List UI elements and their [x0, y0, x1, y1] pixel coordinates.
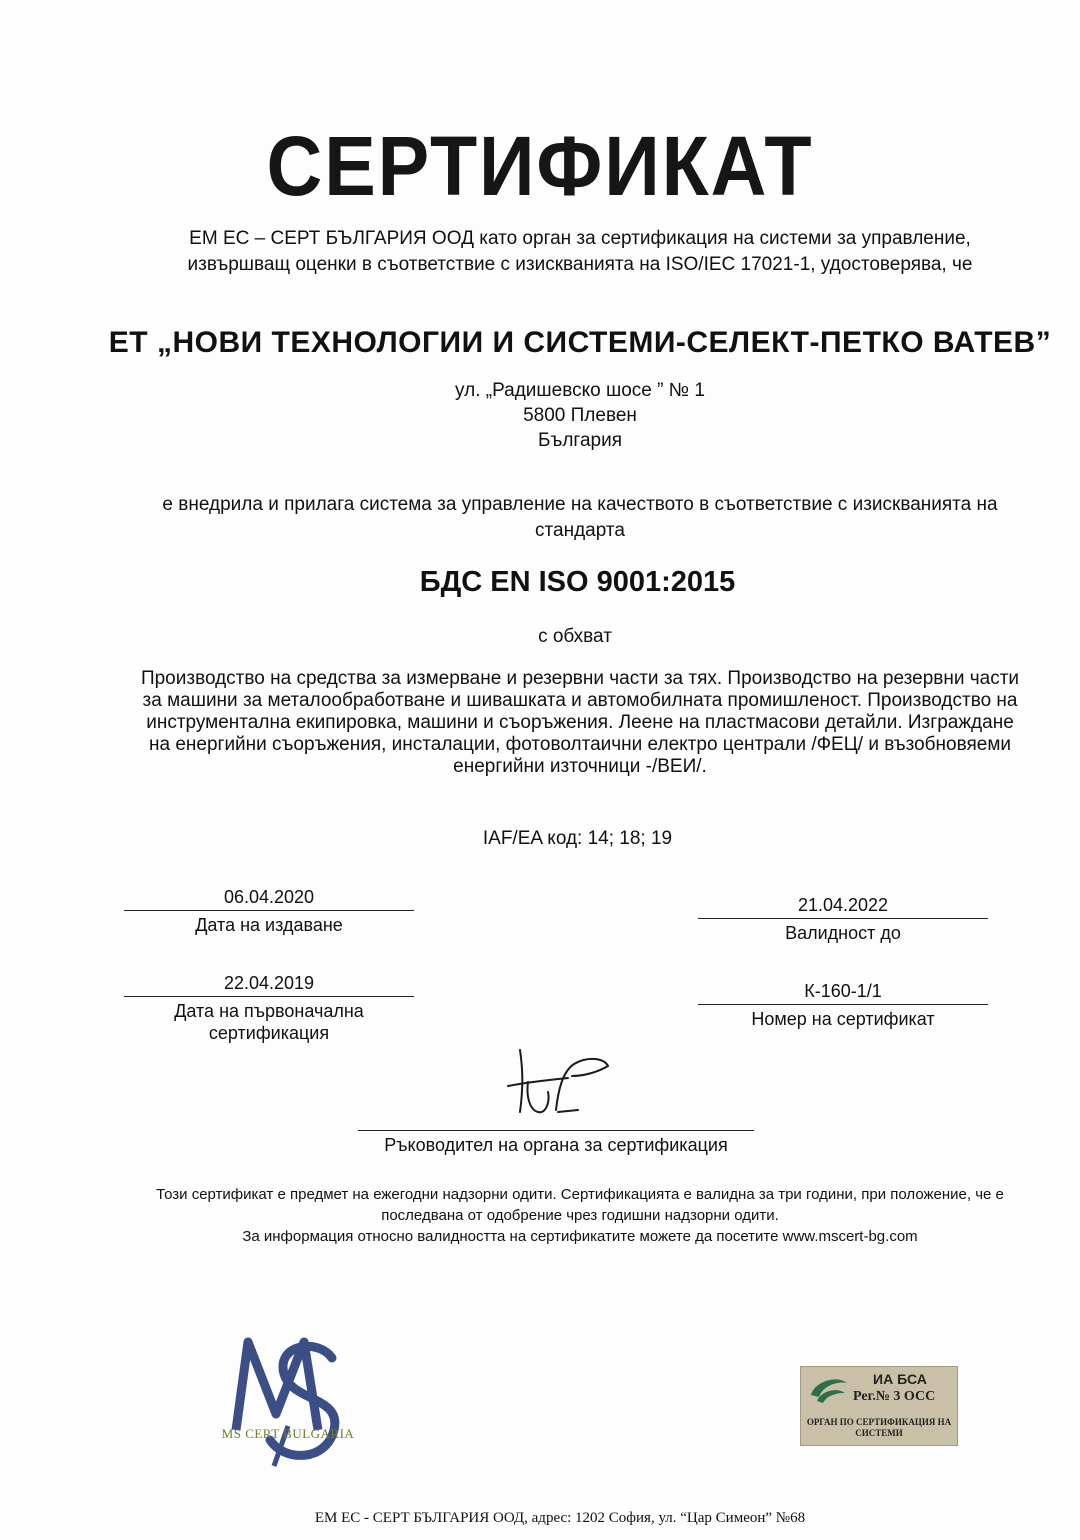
divider: [124, 910, 414, 911]
address-country: България: [538, 430, 622, 451]
accreditation-stamp: [800, 1366, 958, 1446]
cert-number-label: Номер на сертификат: [751, 1009, 935, 1029]
company-address: [0, 378, 1080, 453]
iaf-code: IAF/EA код: 14; 18; 19: [482, 828, 673, 849]
divider: [698, 1004, 988, 1005]
signatory-block: [358, 1130, 754, 1156]
issue-date-field: [124, 886, 414, 936]
company-name: ЕТ „НОВИ ТЕХНОЛОГИИ И СИСТЕМИ-СЕЛЕКТ-ПЕТКО ВАТЕВ”: [108, 326, 1052, 359]
footnote-line-2: За информация относно валидността на сертификатите можете да посетите www.mscert-bg.com: [242, 1228, 918, 1245]
scope-text: Производство на средства за измерване и резервни части за тях. Производство на резервни части за машини за металообработване и шивашката и автомобилната промишленост. Производство на инструментална екипировка, машини и съоръжения. Леене на пластмасови детайли. Изграждане на енергийни съоръжения, инсталации, фотоволтаични електро централи /ФЕЦ/ и възобновяеми енергийни източници -/ВЕИ/.: [140, 668, 1020, 777]
validity-field: [698, 894, 988, 944]
signature-image: [498, 1042, 618, 1122]
standard-name: БДС EN ISO 9001:2015: [419, 566, 736, 598]
intro-text: ЕМ ЕС – СЕРТ БЪЛГАРИЯ ООД като орган за сертификация на системи за управление, извършващ оценки в съответствие с изискванията на ISO/IEC 17021-1, удостоверява, че: [187, 228, 973, 275]
footnote: [120, 1184, 1040, 1247]
footnote-line-1: Този сертификат е предмет на ежегодни надзорни одити. Сертификацията е валидна за три години, при положение, че е последвана от одобрение чрез годишни надзорни одити.: [156, 1186, 1004, 1224]
certificate-title: СЕРТИФИКАТ: [266, 119, 814, 213]
address-street: ул. „Радишевско шосе ” № 1: [455, 380, 705, 401]
bottom-address: ЕМ ЕС - СЕРТ БЪЛГАРИЯ ООД, адрес: 1202 София, ул. “Цар Симеон” №68: [314, 1510, 806, 1526]
validity-value: 21.04.2022: [797, 895, 889, 915]
cert-number-field: [698, 980, 988, 1030]
divider: [358, 1130, 754, 1131]
divider: [124, 996, 414, 997]
ms-cert-logo: [214, 1330, 364, 1470]
validity-label: Валидност до: [785, 923, 901, 943]
signatory-label: Ръководител на органа за сертификация: [384, 1135, 728, 1155]
divider: [698, 918, 988, 919]
first-cert-value: 22.04.2019: [223, 973, 315, 993]
cert-number-value: К-160-1/1: [804, 981, 882, 1001]
accreditation-line-3: ОРГАН ПО СЕРТИФИКАЦИЯ НА СИСТЕМИ: [806, 1417, 952, 1438]
accreditation-line-2: Рег.№ 3 ОСС: [853, 1389, 936, 1404]
implemented-text: е внедрила и прилага система за управление на качеството в съответствие с изискванията на стандарта: [162, 494, 998, 541]
accreditation-line-1: ИА БСА: [873, 1371, 927, 1387]
bsa-emblem-icon: [807, 1373, 851, 1407]
issue-date-label: Дата на издаване: [195, 915, 343, 935]
address-city: 5800 Плевен: [523, 405, 637, 426]
scope-label: с обхват: [538, 626, 612, 647]
first-cert-label: Дата на първоначална сертификация: [174, 1001, 364, 1043]
first-cert-field: [124, 972, 414, 1044]
issue-date-value: 06.04.2020: [223, 887, 315, 907]
ms-cert-logo-text: MS CERT BULGARIA: [221, 1426, 355, 1441]
